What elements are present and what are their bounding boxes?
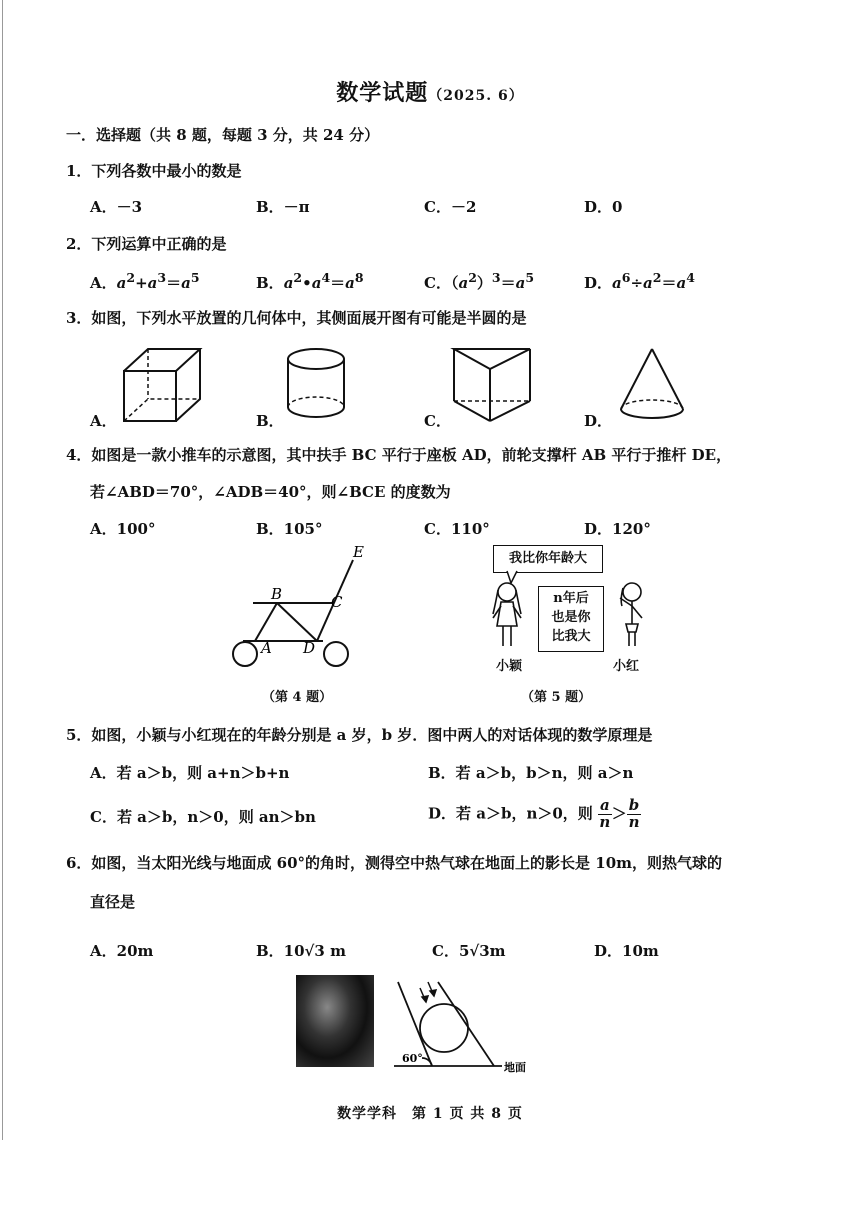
bubble-left-text: 我比你年龄大 <box>508 551 587 566</box>
title-date: （2025. 6） <box>428 88 524 104</box>
q6-option-d: D．10m <box>594 942 659 960</box>
q3-option-d: D． <box>584 412 613 430</box>
triangular-prism-figure <box>450 345 535 425</box>
name-xiaohong: 小红 <box>613 659 640 674</box>
cone-figure <box>615 345 690 425</box>
cylinder-figure <box>282 345 352 425</box>
name-xiaoying: 小颖 <box>496 659 523 674</box>
section-heading: 一．选择题（共 8 题，每题 3 分，共 24 分） <box>66 126 380 144</box>
girl-left-figure <box>487 580 527 652</box>
q2-option-d: D．$a^6\div a^2=a^4$ <box>584 270 695 292</box>
q4-option-d: D．120° <box>584 520 651 538</box>
title-text: 数学试题 <box>336 80 429 106</box>
q3-option-a: A． <box>90 412 117 430</box>
q3-option-c: C． <box>424 412 451 430</box>
q5-option-c: C．若 a＞b，n＞0，则 an＞bn <box>90 808 316 826</box>
q4-caption: （第 4 题） <box>262 690 333 705</box>
q3-option-b: B． <box>256 412 284 430</box>
q5-option-d-prefix: D．若 a＞b，n＞0，则 <box>428 804 593 823</box>
point-label-e: E <box>353 543 364 561</box>
q5-caption: （第 5 题） <box>521 690 592 705</box>
q4-option-b: B．105° <box>256 520 323 538</box>
q6-option-c: C．5√3m <box>432 942 506 960</box>
q5-option-b: B．若 a＞b，b＞n，则 a＞n <box>428 764 634 782</box>
frac2-numerator: b <box>628 796 640 814</box>
point-label-b: B <box>271 585 283 603</box>
q6-stem-line1: 6．如图，当太阳光线与地面成 60°的角时，测得空中热气球在地面上的影长是 10m，则热气球的 <box>66 854 723 872</box>
scan-edge <box>2 0 3 1140</box>
point-label-a: A <box>261 639 272 657</box>
page-title <box>0 76 860 107</box>
q1-option-b: B．－π <box>256 198 310 216</box>
angle-label: 60° <box>402 1052 423 1065</box>
balloon-shadow-diagram <box>390 978 540 1078</box>
fraction-a-over-n <box>598 798 612 831</box>
q4-option-c: C．110° <box>424 520 490 538</box>
bubble-right-line2: 也是你 <box>551 610 591 625</box>
q2-option-c: C．$(a^2)^3=a^5$ <box>424 270 535 292</box>
q2-option-a: A．$a^2+a^3=a^5$ <box>90 270 200 292</box>
fraction-b-over-n <box>627 798 642 831</box>
speech-bubble-right <box>538 586 604 652</box>
q6-option-a: A．20m <box>90 942 154 960</box>
q5-option-a: A．若 a＞b，则 a+n＞b+n <box>90 764 290 782</box>
greater-than-sign: ＞ <box>611 804 627 823</box>
q4-option-a: A．100° <box>90 520 156 538</box>
q2-stem: 2．下列运算中正确的是 <box>66 235 227 253</box>
page-footer: 数学学科 第 1 页 共 8 页 <box>337 1106 523 1122</box>
q2-option-b: B．$a^2•a^4=a^8$ <box>256 270 364 292</box>
q4-stem-line1: 4．如图是一款小推车的示意图，其中扶手 BC 平行于座板 AD，前轮支撑杆 AB 平行于推杆 DE， <box>66 446 732 464</box>
cube-figure <box>120 345 205 425</box>
q3-stem: 3．如图，下列水平放置的几何体中，其侧面展开图有可能是半圆的是 <box>66 309 527 327</box>
q6-option-b: B．10√3 m <box>256 942 346 960</box>
q1-option-a: A．－3 <box>90 198 143 216</box>
girl-right-figure <box>614 580 650 652</box>
frac1-denominator: n <box>599 812 611 831</box>
bubble-right-line1: n年后 <box>553 591 589 606</box>
speech-bubble-left <box>493 545 603 573</box>
q6-stem-line2: 直径是 <box>90 893 136 911</box>
cart-figure <box>225 545 365 675</box>
q5-stem: 5．如图，小颖与小红现在的年龄分别是 a 岁，b 岁．图中两人的对话体现的数学原理是 <box>66 726 653 744</box>
ground-label: 地面 <box>504 1061 526 1074</box>
q5-option-d <box>428 798 641 831</box>
frac1-numerator: a <box>600 796 610 814</box>
balloon-photo <box>296 975 374 1067</box>
frac2-denominator: n <box>628 812 640 831</box>
bubble-right-line3: 比我大 <box>551 629 591 644</box>
point-label-c: C <box>331 593 343 611</box>
q4-stem-line2: 若∠ABD＝70°，∠ADB＝40°，则∠BCE 的度数为 <box>90 483 451 501</box>
q1-stem: 1．下列各数中最小的数是 <box>66 162 242 180</box>
q1-option-c: C．－2 <box>424 198 477 216</box>
q1-option-d: D．0 <box>584 198 623 216</box>
point-label-d: D <box>303 639 316 657</box>
